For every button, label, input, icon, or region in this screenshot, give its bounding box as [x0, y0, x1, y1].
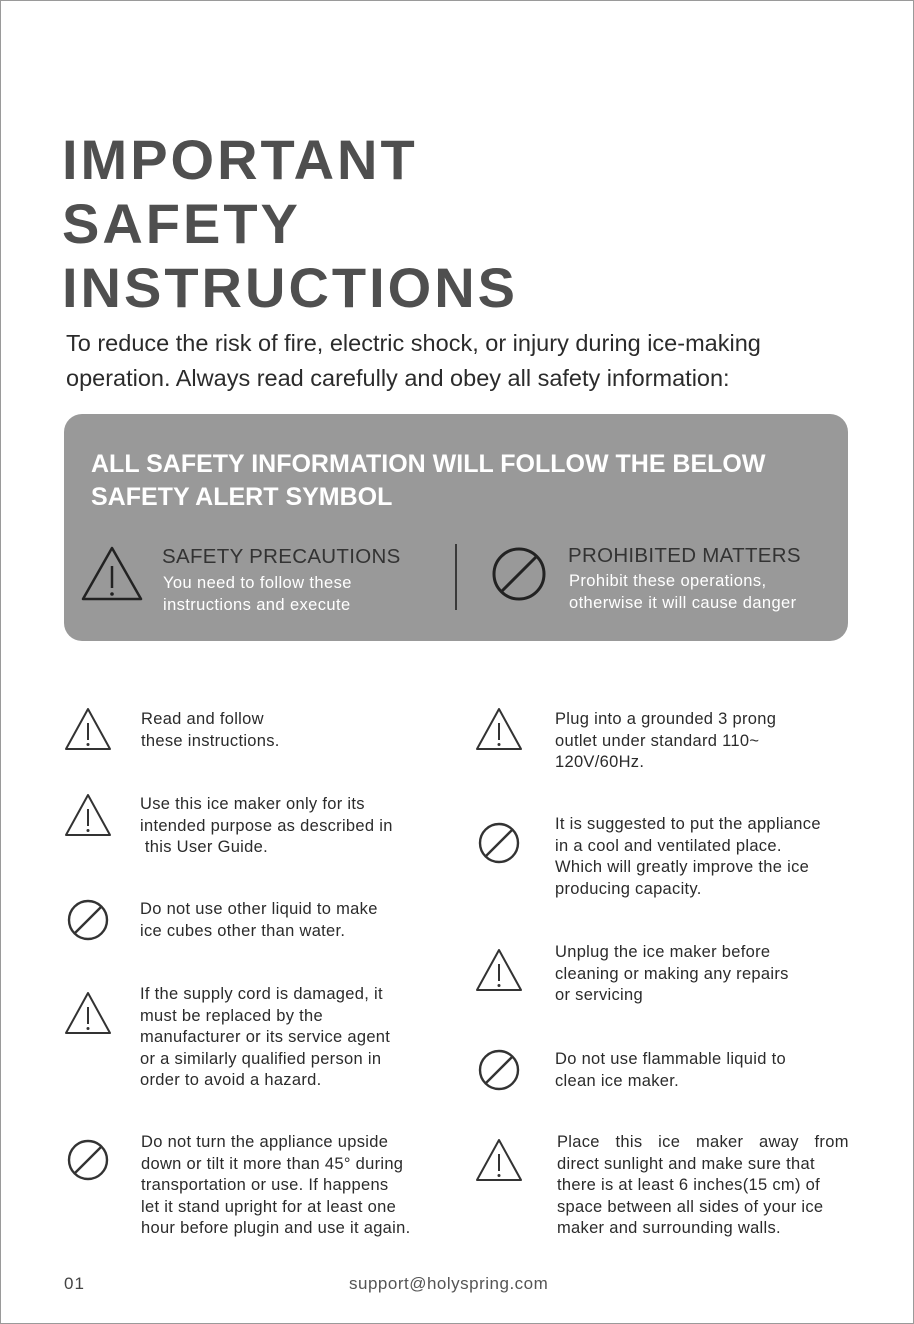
- banner-heading-line: ALL SAFETY INFORMATION WILL FOLLOW THE BELOW: [91, 450, 766, 478]
- item-line: transportation or use. If happens: [141, 1176, 389, 1194]
- item-line: down or tilt it more than 45° during: [141, 1154, 404, 1173]
- item-line: intended purpose as described in: [140, 816, 393, 835]
- item-line: let it stand upright for at least one: [141, 1197, 397, 1216]
- safety-item: [555, 814, 821, 900]
- item-line: Place this ice maker away from: [557, 1133, 849, 1151]
- item-line: direct sunlight and make sure that: [557, 1154, 815, 1173]
- item-line: clean ice maker.: [555, 1071, 680, 1090]
- item-line: manufacturer or its service agent: [140, 1028, 391, 1046]
- item-line: order to avoid a hazard.: [140, 1071, 322, 1089]
- safety-alert-banner: [64, 414, 848, 641]
- safety-item: [555, 942, 789, 1007]
- safety-item: [555, 709, 776, 774]
- item-line: Do not use flammable liquid to: [555, 1050, 786, 1068]
- item-line: It is suggested to put the appliance: [555, 815, 821, 833]
- item-line: 120V/60Hz.: [555, 753, 645, 771]
- desc-line: Prohibit these operations,: [569, 572, 767, 590]
- warning-triangle-icon: [475, 706, 523, 752]
- safety-precautions-title: SAFETY PRECAUTIONS: [162, 545, 401, 568]
- item-line: Which will greatly improve the ice: [555, 858, 810, 876]
- item-line: or servicing: [555, 986, 643, 1004]
- item-line: Plug into a grounded 3 prong: [555, 710, 777, 728]
- safety-item: [141, 1132, 411, 1240]
- item-line: or a similarly qualified person in: [140, 1049, 382, 1068]
- title-line: SAFETY: [62, 192, 301, 255]
- item-line: Read and follow: [141, 710, 264, 728]
- page-number: 01: [64, 1274, 85, 1293]
- item-line: there is at least 6 inches(15 cm) of: [557, 1176, 820, 1194]
- prohibited-icon: [490, 546, 548, 602]
- safety-item: [555, 1049, 786, 1092]
- item-line: producing capacity.: [555, 879, 702, 898]
- warning-triangle-icon: [475, 947, 523, 993]
- safety-item: [140, 984, 390, 1092]
- intro-line: operation. Always read carefully and obey all safety information:: [66, 365, 730, 391]
- item-line: Do not turn the appliance upside: [141, 1133, 389, 1151]
- item-line: these instructions.: [141, 731, 280, 750]
- prohibited-icon: [64, 1137, 112, 1183]
- item-line: space between all sides of your ice: [557, 1197, 824, 1216]
- safety-item: [141, 709, 280, 752]
- prohibited-matters-title: PROHIBITED MATTERS: [568, 544, 801, 567]
- banner-heading-line: SAFETY ALERT SYMBOL: [91, 483, 393, 511]
- item-line: If the supply cord is damaged, it: [140, 985, 383, 1003]
- item-line: ice cubes other than water.: [140, 921, 346, 940]
- item-line: Unplug the ice maker before: [555, 943, 771, 961]
- item-line: cleaning or making any repairs: [555, 964, 789, 983]
- prohibited-matters-desc: [569, 570, 797, 614]
- desc-line: instructions and execute: [163, 596, 351, 614]
- intro-line: To reduce the risk of fire, electric shock, or injury during ice-making: [66, 330, 761, 356]
- warning-triangle-icon: [80, 544, 144, 602]
- prohibited-icon: [475, 1047, 523, 1093]
- safety-item: [140, 899, 378, 942]
- desc-line: otherwise it will cause danger: [569, 594, 797, 612]
- banner-heading: [91, 448, 831, 514]
- title-line: INSTRUCTIONS: [62, 256, 518, 319]
- item-line: must be replaced by the: [140, 1006, 324, 1025]
- safety-item: [557, 1132, 849, 1240]
- safety-item: [140, 794, 393, 859]
- warning-triangle-icon: [475, 1137, 523, 1183]
- item-line: Use this ice maker only for its: [140, 795, 365, 813]
- intro-paragraph: [66, 326, 886, 396]
- prohibited-icon: [475, 820, 523, 866]
- item-line: hour before plugin and use it again.: [141, 1219, 411, 1237]
- page-title: [62, 128, 518, 320]
- desc-line: You need to follow these: [163, 574, 352, 592]
- warning-triangle-icon: [64, 990, 112, 1036]
- item-line: Do not use other liquid to make: [140, 900, 378, 918]
- title-line: IMPORTANT: [62, 128, 418, 191]
- item-line: in a cool and ventilated place.: [555, 836, 782, 855]
- warning-triangle-icon: [64, 706, 112, 752]
- item-line: this User Guide.: [140, 838, 268, 856]
- banner-divider: [455, 544, 457, 610]
- item-line: maker and surrounding walls.: [557, 1219, 781, 1237]
- prohibited-icon: [64, 897, 112, 943]
- support-email: support@holyspring.com: [349, 1274, 549, 1293]
- warning-triangle-icon: [64, 792, 112, 838]
- item-line: outlet under standard 110~: [555, 731, 760, 750]
- safety-precautions-desc: [163, 572, 352, 616]
